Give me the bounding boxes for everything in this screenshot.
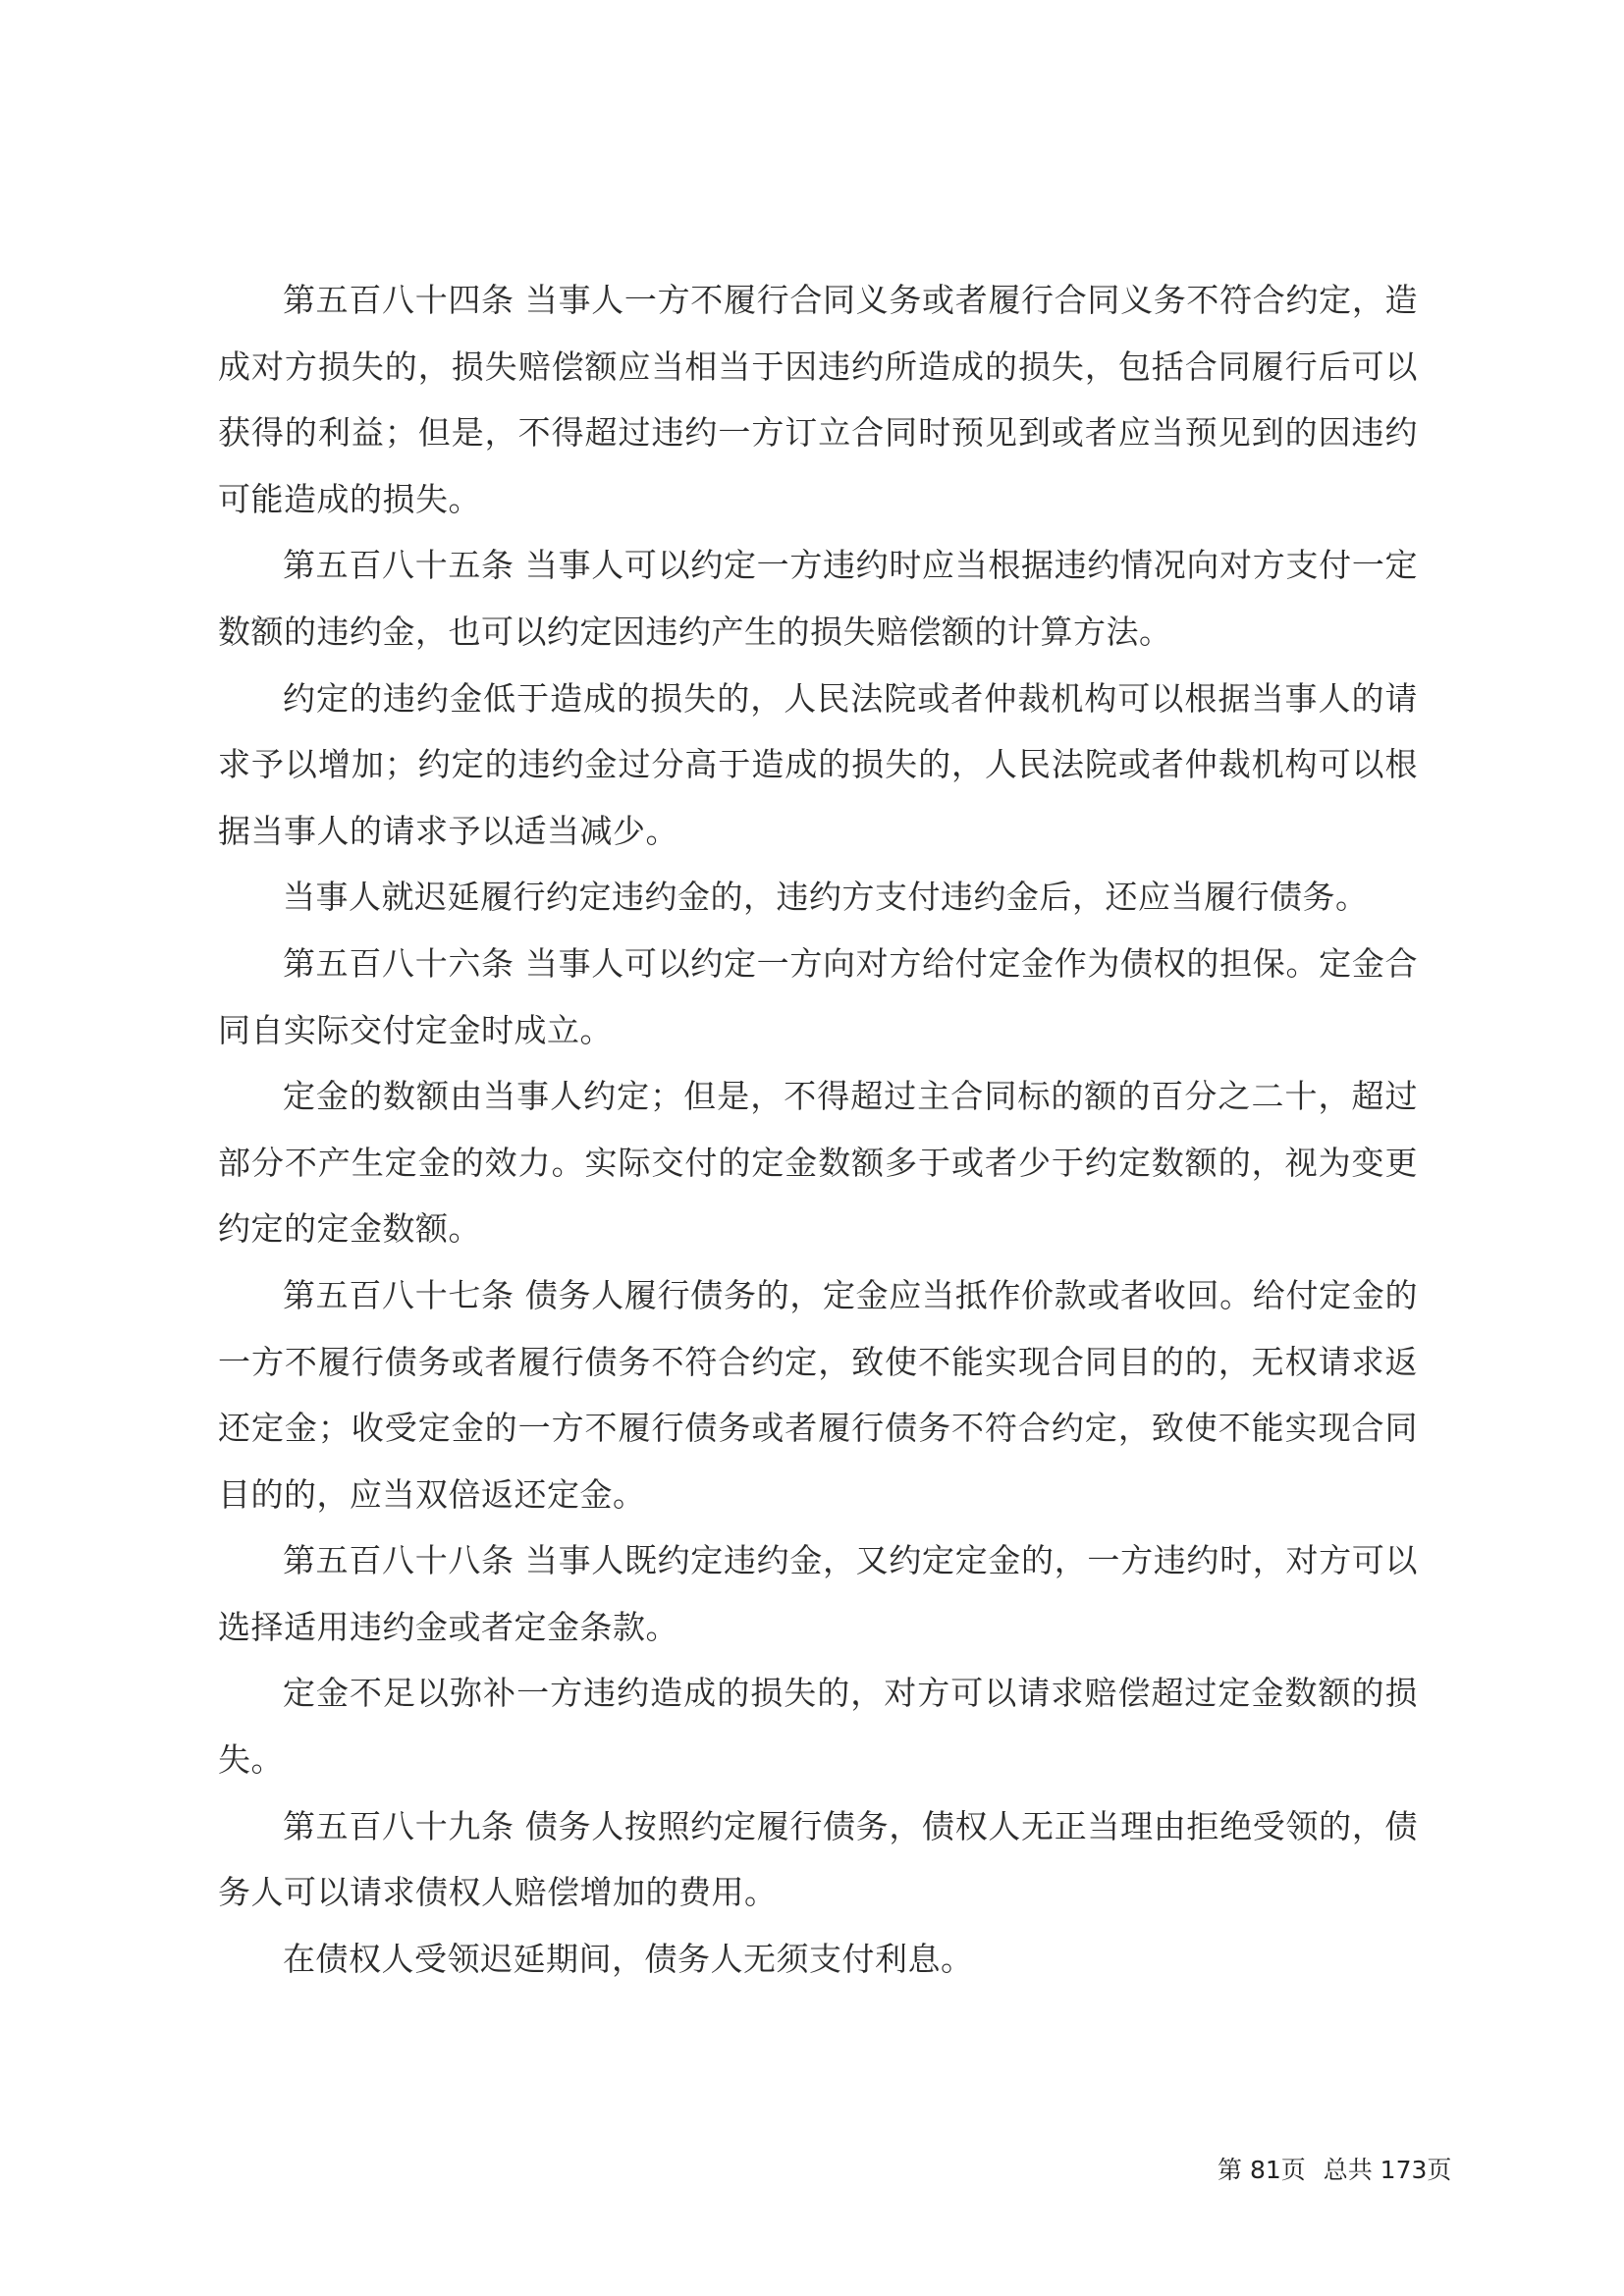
paragraph-588-clause-2: 定金不足以弥补一方违约造成的损失的，对方可以请求赔偿超过定金数额的损失。: [218, 1674, 1418, 1780]
paragraph-589-clause-2: 在债权人受领迟延期间，债务人无须支付利息。: [283, 1939, 974, 1978]
page-footer: [1218, 2156, 1461, 2185]
paragraph-article-589: 第五百八十九条 债务人按照约定履行债务，债权人无正当理由拒绝受领的，债务人可以请求债权人赔偿增加的费用。: [218, 1806, 1418, 1912]
page-number: 第 81页: [1218, 2156, 1306, 2184]
paragraph-article-587: 第五百八十七条 债务人履行债务的，定金应当抵作价款或者收回。给付定金的一方不履行债务或者履行债务不符合约定，致使不能实现合同目的的，无权请求返还定金；收受定金的一方不履行债务或者履行债务不符合约定，致使不能实现合同目的的，应当双倍返还定金。: [218, 1275, 1418, 1514]
page-total: 总共 173页: [1323, 2156, 1452, 2184]
paragraph-585-clause-2: 约定的违约金低于造成的损失的，人民法院或者仲裁机构可以根据当事人的请求予以增加；约定的违约金过分高于造成的损失的，人民法院或者仲裁机构可以根据当事人的请求予以适当减少。: [218, 678, 1418, 850]
paragraph-article-588: 第五百八十八条 当事人既约定违约金，又约定定金的，一方违约时，对方可以选择适用违约金或者定金条款。: [218, 1541, 1418, 1646]
paragraph-article-585: 第五百八十五条 当事人可以约定一方违约时应当根据违约情况向对方支付一定数额的违约金，也可以约定因违约产生的损失赔偿额的计算方法。: [218, 546, 1418, 651]
paragraph-article-584: 第五百八十四条 当事人一方不履行合同义务或者履行合同义务不符合约定，造成对方损失的，损失赔偿额应当相当于因违约所造成的损失，包括合同履行后可以获得的利益；但是，不得超过违约一方订立合同时预见到或者应当预见到的因违约可能造成的损失。: [218, 281, 1418, 518]
paragraph-586-clause-2: 定金的数额由当事人约定；但是，不得超过主合同标的额的百分之二十，超过部分不产生定金的效力。实际交付的定金数额多于或者少于约定数额的，视为变更约定的定金数额。: [218, 1077, 1418, 1249]
paragraph-article-586: 第五百八十六条 当事人可以约定一方向对方给付定金作为债权的担保。定金合同自实际交付定金时成立。: [218, 943, 1418, 1049]
paragraph-585-clause-3: 当事人就迟延履行约定违约金的，违约方支付违约金后，还应当履行债务。: [283, 878, 1369, 917]
document-body: [218, 267, 1418, 1992]
